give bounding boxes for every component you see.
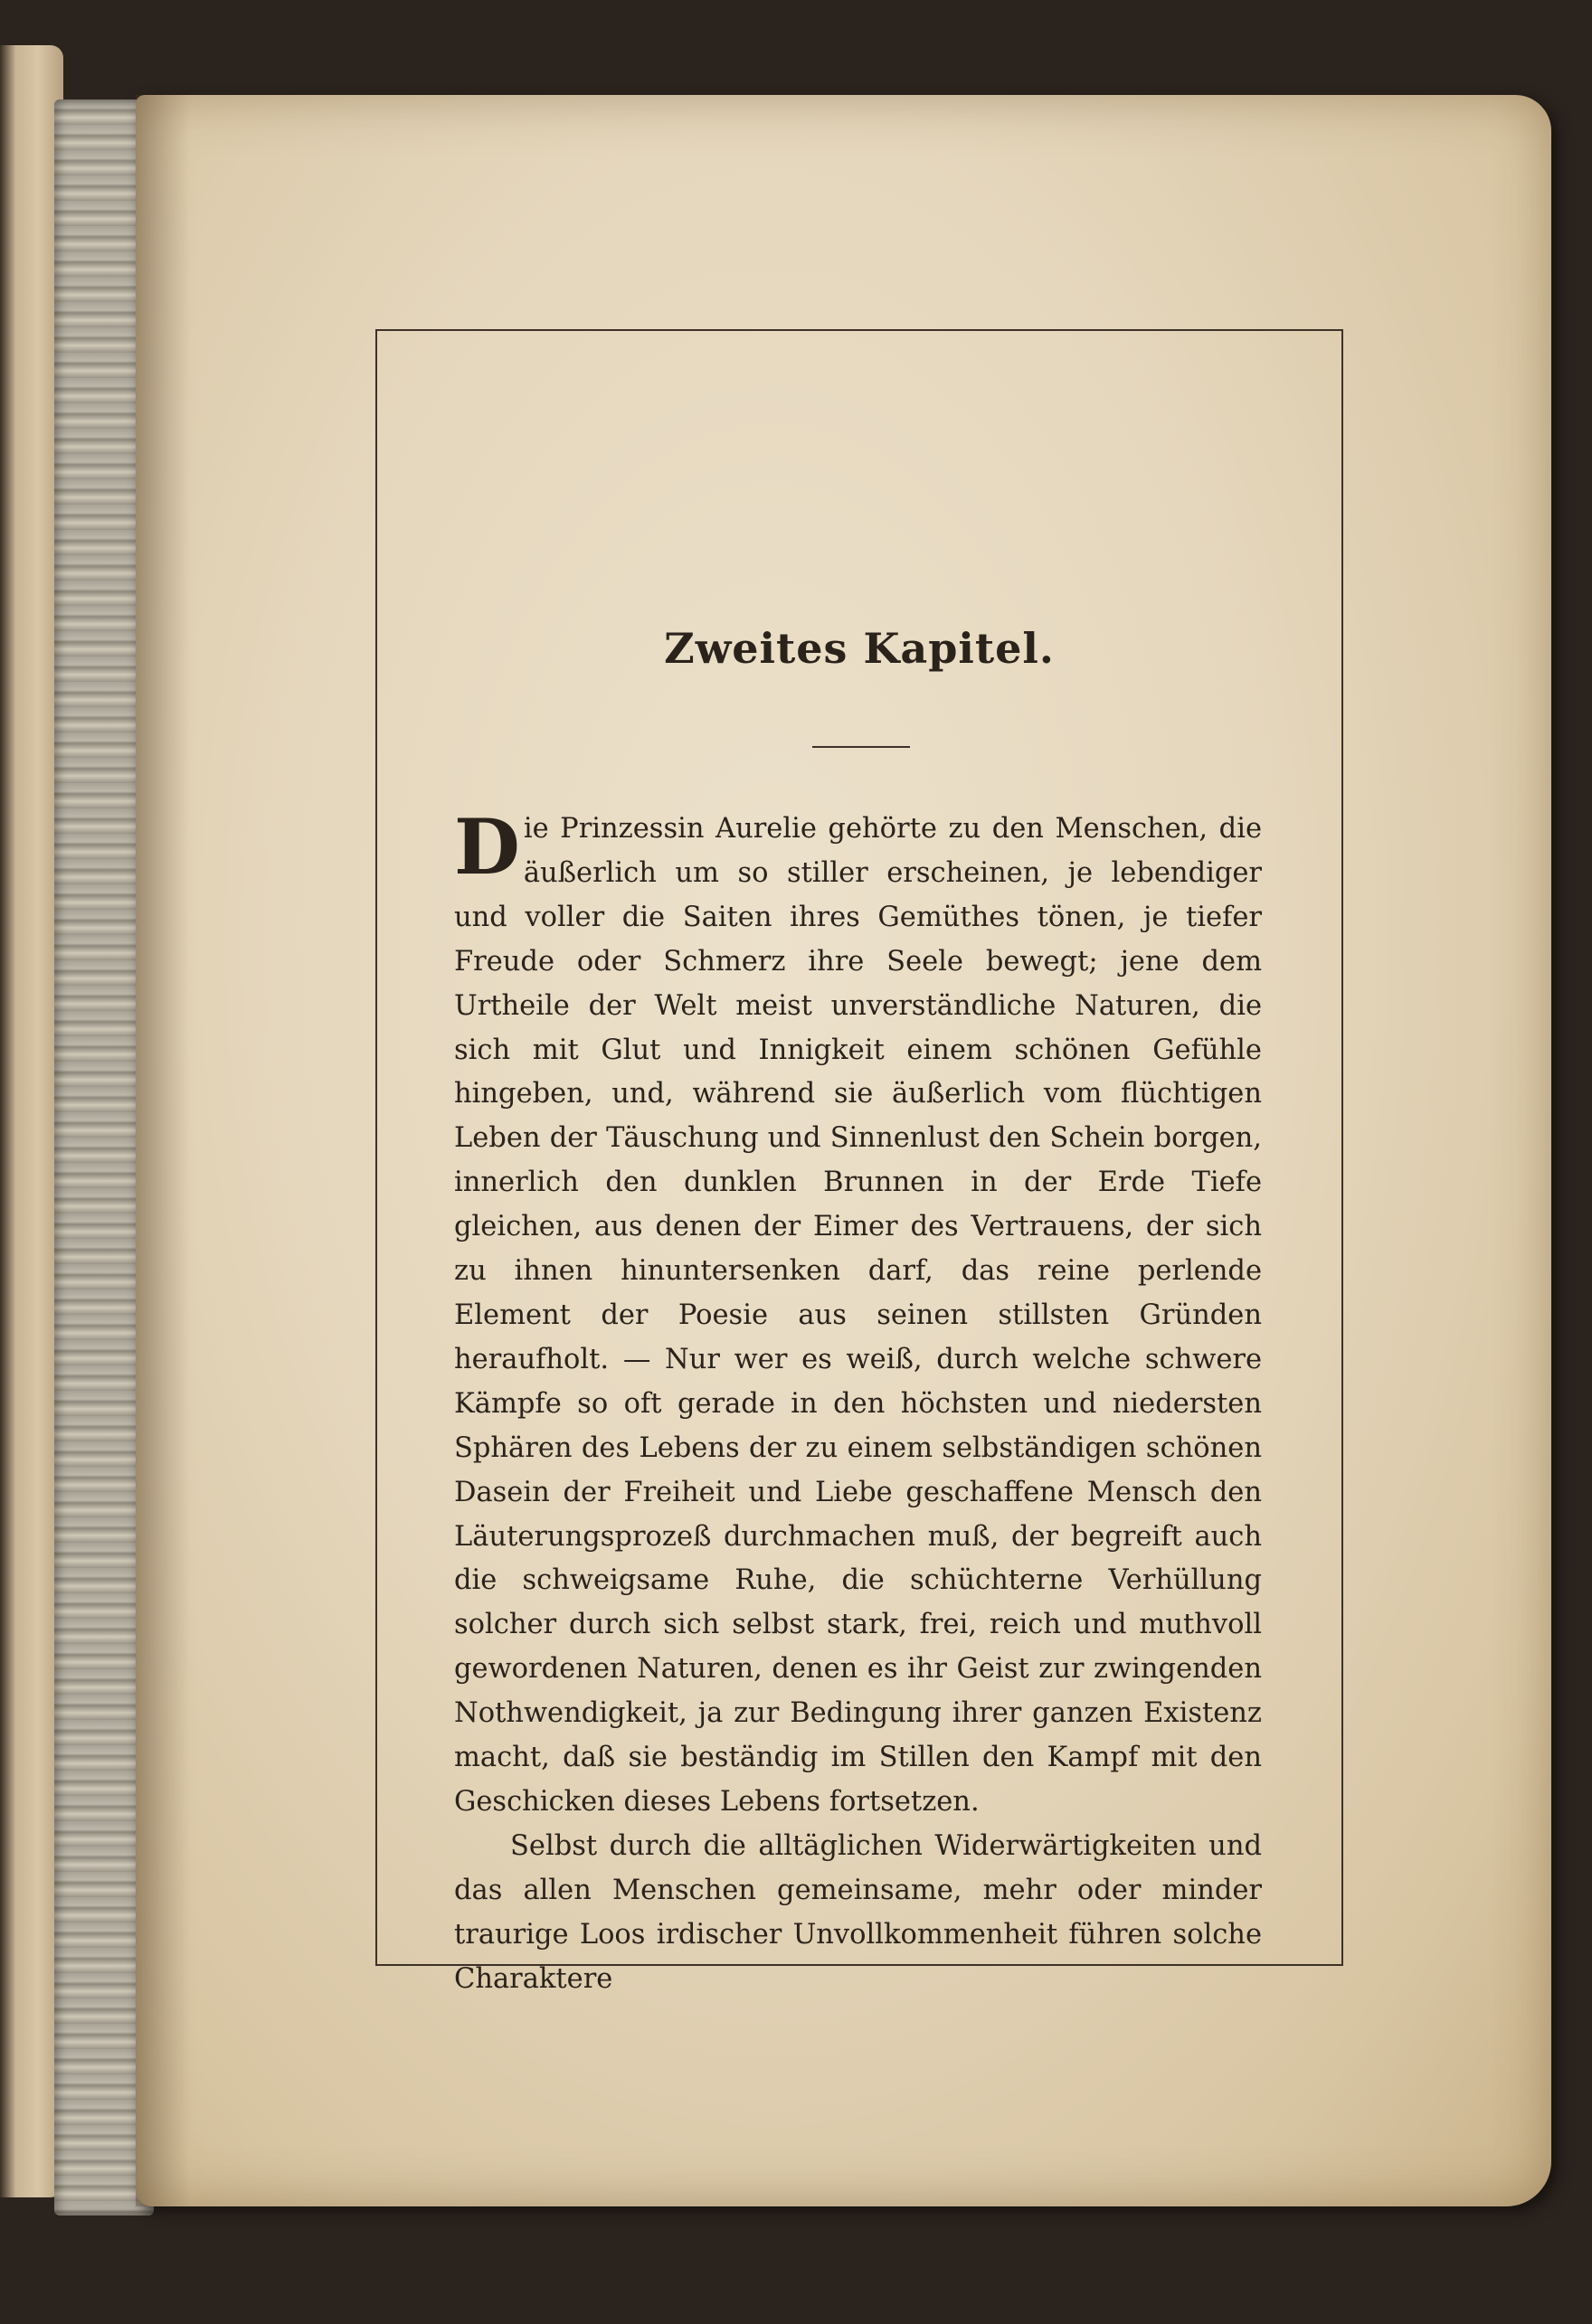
paragraph-1: [454, 802, 1262, 1825]
chapter-title: Zweites Kapitel.: [664, 624, 1055, 673]
paragraph-2: Selbst durch die alltäglichen Widerwärtigkeiten und das allen Menschen gemeinsame, mehr oder minder traurige Loos irdischer Unvollkommenheit führen solche Charaktere: [454, 1829, 1262, 1995]
drop-cap-initial: D: [454, 802, 520, 892]
paragraph-1-text: ie Prinzessin Aurelie gehörte zu den Menschen, die äußerlich um so stiller erscheinen, je lebendiger und voller die Saiten ihres Gemüthes tönen, je tiefer Freude oder Schmerz ihre Seele bewegt; jene dem Urtheile der Welt meist unverständliche Naturen, die sich mit Glut und Innigkeit einem schönen Gefühle hingeben, und, während sie äußerlich vom flüchtigen Leben der Täuschung und Sinnenlust den Schein borgen, innerlich den dunklen Brunnen in der Erde Tiefe gleichen, aus denen der Eimer des Vertrauens, der sich zu ihnen hinuntersenken darf, das reine perlende Element der Poesie aus seinen stillsten Gründen heraufholt. — Nur wer es weiß, durch welche schwere Kämpfe so oft gerade in den höchsten und niedersten Sphären des Lebens der zu einem selbständigen schönen Dasein der Freiheit und Liebe geschaffene Mensch den Läuterungsprozeß durchmachen muß, der begreift auch die schweigsame Ruhe, die schüchterne Verhüllung solcher durch sich selbst stark, frei, reich und muthvoll gewordenen Naturen, denen es ihr Geist zur zwingenden Nothwendigkeit, ja zur Bedingung ihrer ganzen Existenz macht, daß sie beständig im Stillen den Kampf mit den Geschicken dieses Lebens fortsetzen.: [454, 813, 1262, 1818]
title-divider: [812, 746, 910, 748]
chapter-body: [454, 802, 1262, 2001]
